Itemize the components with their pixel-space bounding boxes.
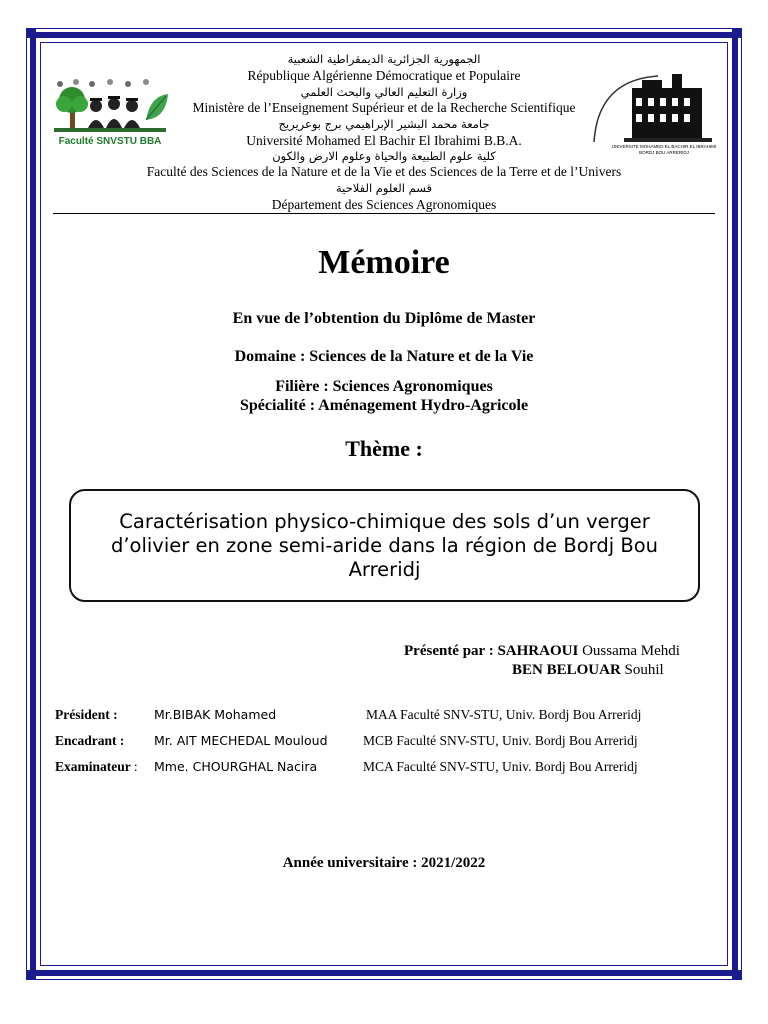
- header-faculty: Faculté des Sciences de la Nature et de la Vie et des Sciences de la Terre et de l’Univers: [146, 164, 622, 179]
- domaine-line: Domaine : Sciences de la Nature et de la Vie: [234, 348, 534, 365]
- header-arabic-republic: الجمهورية الجزائرية الديمقراطية الشعبية: [287, 52, 481, 66]
- jury-role: Président :: [55, 707, 118, 722]
- presented-by-line-1: [404, 643, 680, 660]
- theme-text: Caractérisation physico-chimique des sols d’un verger d’olivier en zone semi-aride dans la région de Bordj Bou Arreridj: [110, 509, 659, 581]
- university-logo-caption: UNIVERSITE MOHAMED EL BACHIR EL IBRAHIMI BORDJ BOU ARRERIDJ: [611, 144, 717, 155]
- document-subtitle: En vue de l’obtention du Diplôme de Master: [232, 310, 536, 327]
- border-corner: [27, 29, 36, 38]
- student-1-last-name: SAHRAOUI: [497, 643, 579, 659]
- border-corner: [732, 29, 741, 38]
- presented-by-label: Présenté par :: [404, 643, 494, 659]
- header-divider: [53, 213, 715, 214]
- jury-member-name: Mme. CHOURGHAL Nacira: [154, 759, 318, 774]
- academic-year: Année universitaire : 2021/2022: [282, 855, 486, 871]
- document-title: Mémoire: [318, 244, 450, 281]
- theme-box: [69, 489, 700, 602]
- specialite-line: Spécialité : Aménagement Hydro-Agricole: [239, 397, 529, 414]
- jury-member-grade: MAA Faculté SNV-STU, Univ. Bordj Bou Arreridj: [366, 707, 642, 722]
- header-arabic-ministry: وزارة التعليم العالي والبحث العلمي: [300, 85, 468, 99]
- border-corner: [732, 970, 741, 979]
- jury-role: Encadrant :: [55, 733, 125, 748]
- filiere-line: Filière : Sciences Agronomiques: [275, 378, 493, 395]
- student-2-last-name: BEN BELOUAR: [512, 662, 621, 678]
- student-1-first-name: Oussama Mehdi: [582, 643, 680, 659]
- jury-member-name: Mr.BIBAK Mohamed: [154, 707, 277, 722]
- jury-member-grade: MCA Faculté SNV-STU, Univ. Bordj Bou Arreridj: [363, 759, 638, 774]
- jury-role: Examinateur :: [55, 759, 138, 774]
- student-2-first-name: Souhil: [624, 662, 664, 678]
- theme-label: Thème :: [345, 436, 423, 461]
- header-arabic-department: قسم العلوم الفلاحية: [336, 181, 432, 195]
- jury-member-name: Mr. AIT MECHEDAL Mouloud: [154, 733, 328, 748]
- presented-by-line-2: [512, 662, 664, 679]
- border-corner: [27, 970, 36, 979]
- header-university: Université Mohamed El Bachir El Ibrahimi B.B.A.: [246, 133, 522, 148]
- header-department: Département des Sciences Agronomiques: [271, 197, 497, 212]
- faculty-logo-caption: Faculté SNVSTU BBA: [58, 136, 162, 147]
- header-republic: République Algérienne Démocratique et Populaire: [247, 68, 521, 83]
- header-ministry: Ministère de l’Enseignement Supérieur et de la Recherche Scientifique: [192, 100, 576, 115]
- jury-member-grade: MCB Faculté SNV-STU, Univ. Bordj Bou Arreridj: [363, 733, 638, 748]
- header-arabic-faculty: كلية علوم الطبيعة والحياة وعلوم الارض والكون: [272, 149, 496, 163]
- header-arabic-university: جامعة محمد البشير الإبراهيمي برج بوعريريج: [278, 117, 490, 131]
